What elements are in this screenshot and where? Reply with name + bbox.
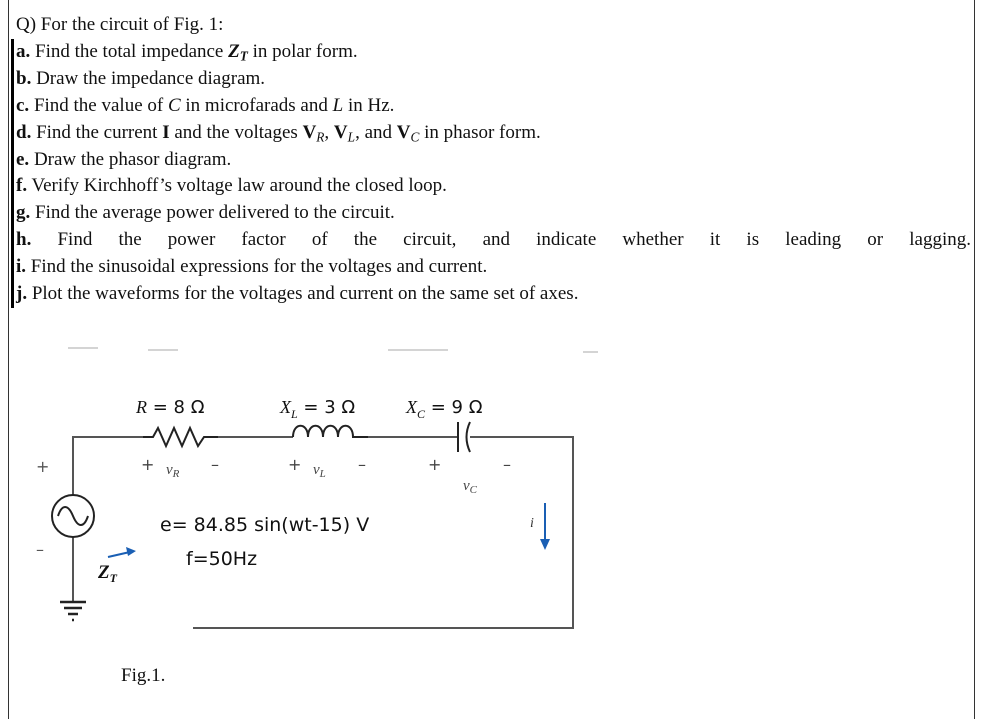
vr-label: $v_R$	[166, 462, 180, 480]
resistor-symbol	[143, 428, 218, 446]
item-g: g. Find the average power delivered to the circuit.	[11, 200, 971, 227]
vc-label: $v_C$	[463, 478, 478, 496]
frequency-label: f=50Hz	[186, 548, 258, 570]
item-a: a. Find the total impedance $Z_T$ in polar form.	[11, 39, 971, 66]
vl-plus: +	[288, 455, 302, 474]
vl-label: $v_L$	[313, 462, 326, 480]
item-c: c. Find the value of C in microfarads and L in Hz.	[11, 93, 971, 120]
ac-source	[52, 495, 94, 537]
vr-minus: –	[211, 455, 219, 474]
item-d: d. Find the current I and the voltages $V_R$, $V_L$, and $V_C$ in phasor form.	[11, 120, 971, 147]
source-expression: e= 84.85 sin(wt-15) V	[160, 514, 370, 536]
zt-label: $Z_T$	[98, 562, 117, 585]
vl-minus: –	[358, 455, 366, 474]
current-arrow-icon	[540, 503, 550, 550]
vc-plus: +	[428, 455, 442, 474]
inductor-symbol	[293, 426, 368, 437]
vc-minus: –	[503, 455, 511, 474]
item-i: i. Find the sinusoidal expressions for the voltages and current.	[11, 254, 971, 281]
source-minus: –	[36, 540, 44, 559]
source-plus: +	[36, 457, 50, 476]
item-e: e. Draw the phasor diagram.	[11, 147, 971, 174]
scan-artifacts	[68, 348, 598, 352]
resistor-label: R = 8 Ω	[136, 397, 205, 418]
item-j: j. Plot the waveforms for the voltages and current on the same set of axes.	[11, 281, 971, 308]
vr-plus: +	[141, 455, 155, 474]
inductor-label: $X_L = 3$ Ω	[280, 397, 356, 421]
item-h: h. Find the power factor of the circuit, and indicate whether it is leading or lagging.	[11, 227, 971, 254]
item-f: f. Verify Kirchhoff’s voltage law around the closed loop.	[11, 173, 971, 200]
item-b: b. Draw the impedance diagram.	[11, 66, 971, 93]
capacitor-symbol	[458, 422, 470, 452]
ground-symbol	[60, 602, 86, 620]
circuit-diagram	[8, 340, 608, 640]
capacitor-label: $X_C = 9$ Ω	[406, 397, 483, 421]
current-label: i	[530, 516, 534, 531]
question-block	[11, 12, 971, 308]
figure-caption: Fig.1.	[121, 665, 166, 686]
question-intro: Q) For the circuit of Fig. 1:	[16, 14, 224, 35]
zt-arrow-icon	[108, 547, 136, 557]
